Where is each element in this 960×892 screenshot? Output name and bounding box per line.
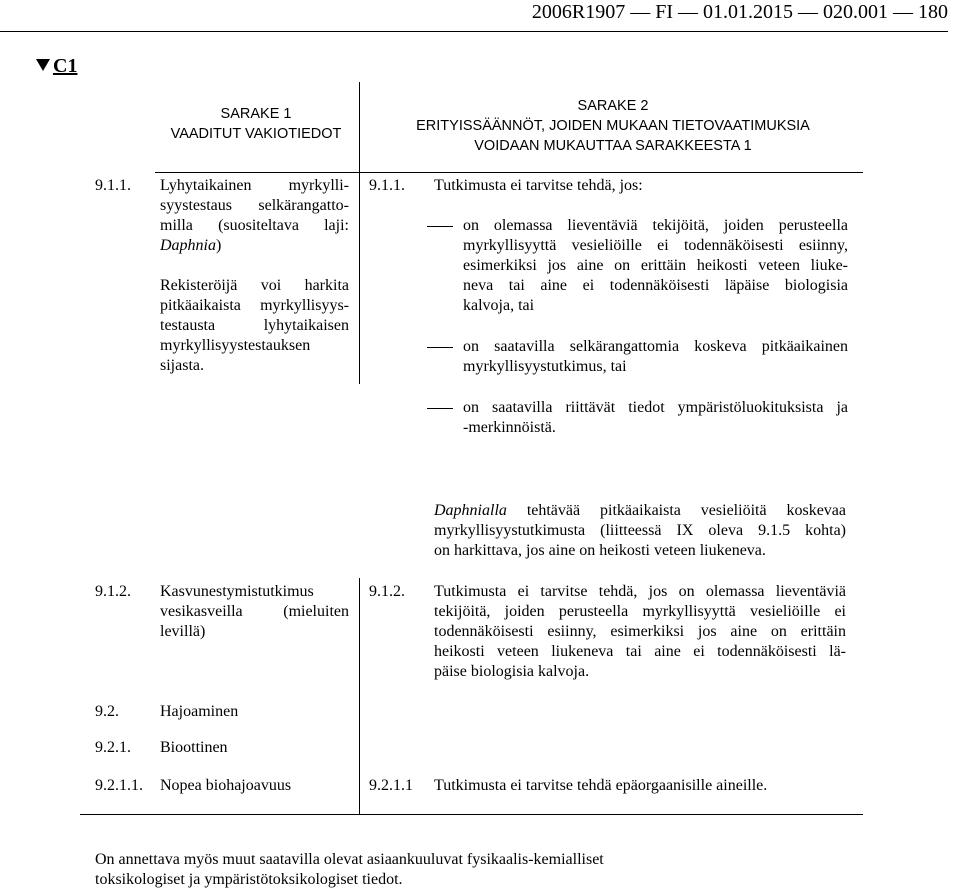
rule-number-9211: 9.2.1.1 xyxy=(369,777,413,794)
paragraph-text: tehtävää pitkäaikaista vesieliöitä koskevaa xyxy=(526,502,846,519)
amendment-label: C1 xyxy=(53,55,78,77)
dash-bullet xyxy=(427,408,453,409)
bullet-line: esimerkiksi jos aine on erittäin heikosti veteen liuke- xyxy=(463,257,848,274)
column-divider-912 xyxy=(359,578,360,688)
column-divider-911 xyxy=(359,172,360,384)
section-number-92: 9.2. xyxy=(95,703,119,720)
section-number-911: 9.1.1. xyxy=(95,177,131,194)
rule-text-912 xyxy=(434,582,846,682)
bullet-item xyxy=(463,337,848,377)
rule-line: Tutkimusta ei tarvitse tehdä, jos on olemassa lieventäviä xyxy=(434,583,846,600)
rule-text-9211: Tutkimusta ei tarvitse tehdä epäorgaanisille aineille. xyxy=(434,777,768,794)
bullet-line: neva tai aine ei todennäköisesti läpäise biologisia xyxy=(463,277,848,294)
section-number-912: 9.1.2. xyxy=(95,583,131,600)
title-line: milla (suositeltava laji: xyxy=(160,217,349,234)
section-title-92: Hajoaminen xyxy=(160,703,239,720)
dash-bullet xyxy=(427,347,453,348)
bullet-line: on saatavilla riittävät tiedot ympäristöluokituksista ja xyxy=(463,399,848,416)
note-line: sijasta. xyxy=(160,357,204,374)
title-line xyxy=(160,236,349,256)
column-1-subtitle: VAADITUT VAKIOTIEDOT xyxy=(170,126,342,142)
column-2-title: SARAKE 2 xyxy=(577,98,649,114)
column-1-title: SARAKE 1 xyxy=(220,106,292,122)
document-header: 2006R1907 — FI — 01.01.2015 — 020.001 — 180 xyxy=(531,1,948,23)
section-title-912 xyxy=(160,582,349,642)
section-title-9211: Nopea biohajoavuus xyxy=(160,777,292,794)
note-line: Rekisteröijä voi harkita xyxy=(160,277,349,294)
paragraph-line: myrkyllisyystutkimusta (liitteessä IX oleva 9.1.5 kohta) xyxy=(434,522,846,539)
bullet-line: kalvoja, tai xyxy=(463,297,535,314)
column-divider-header xyxy=(359,82,360,172)
title-line: vesikasveilla (mieluiten xyxy=(160,603,349,620)
footer-line: On annettava myös muut saatavilla olevat asiaankuuluvat fysikaalis-kemialliset xyxy=(95,851,604,868)
bullet-item xyxy=(463,398,848,438)
bullet-line: myrkyllisyyttä vesieliöille ei todennäköisesti esiinny, xyxy=(463,237,848,254)
column-2-subtitle-2: VOIDAAN MUKAUTTAA SARAKKEESTA 1 xyxy=(474,138,752,154)
title-line: levillä) xyxy=(160,623,206,640)
column-divider-92 xyxy=(359,688,360,814)
bullet-line: on saatavilla selkärangattomia koskeva pitkäaikainen xyxy=(463,338,848,355)
paragraph-line xyxy=(434,501,846,521)
section-number-921: 9.2.1. xyxy=(95,739,131,756)
rule-number-912: 9.1.2. xyxy=(369,583,405,600)
species-name: Daphnialla xyxy=(434,502,507,519)
bullet-item xyxy=(463,216,848,316)
column-2-header xyxy=(363,96,863,156)
header-bottom-rule xyxy=(155,172,863,173)
column-1-header xyxy=(155,104,357,144)
header-rule xyxy=(0,31,948,32)
bullet-line: -merkinnöistä. xyxy=(463,419,556,436)
title-line: Kasvunestymistutkimus xyxy=(160,583,314,600)
bullet-line: on olemassa lieventäviä tekijöitä, joiden perusteella xyxy=(463,217,848,234)
footer-note xyxy=(95,850,795,890)
species-name: Daphnia xyxy=(160,237,216,254)
bullet-line: myrkyllisyystutkimus, tai xyxy=(463,358,627,375)
section-title-911 xyxy=(160,176,349,256)
column-2-subtitle-1: ERITYISSÄÄNNÖT, JOIDEN MUKAAN TIETOVAATIMUKSIA xyxy=(416,118,810,134)
rule-line: heikosti veteen liukeneva tai aine ei todennäköisesti lä- xyxy=(434,643,846,660)
note-line: pitkäaikaista myrkyllisyys- xyxy=(160,297,349,314)
amendment-marker[interactable] xyxy=(36,54,77,78)
rule-line: päise biologisia kalvoja. xyxy=(434,663,590,680)
rule-line: tekijöitä, joiden perusteella myrkyllisyyttä vesieliöille ei xyxy=(434,603,846,620)
daphnia-paragraph xyxy=(434,501,846,561)
rule-intro-911: Tutkimusta ei tarvitse tehdä, jos: xyxy=(434,177,643,194)
triangle-down-icon xyxy=(36,59,50,71)
paragraph-line: on harkittava, jos aine on heikosti veteen liukeneva. xyxy=(434,542,766,559)
title-line: Lyhytaikainen myrkylli- xyxy=(160,177,349,194)
title-line: syystestaus selkärangatto- xyxy=(160,197,349,214)
section-title-921: Bioottinen xyxy=(160,739,228,756)
section-number-9211: 9.2.1.1. xyxy=(95,777,143,794)
dash-bullet xyxy=(427,226,453,227)
footer-line: toksikologiset ja ympäristötoksikologiset tiedot. xyxy=(95,871,403,888)
note-line: testausta lyhytaikaisen xyxy=(160,317,349,334)
section-note-911 xyxy=(160,276,349,376)
rule-line: todennäköisesti esiinny, esimerkiksi jos aine on erittäin xyxy=(434,623,846,640)
title-close: ) xyxy=(216,237,222,254)
note-line: myrkyllisyystestauksen xyxy=(160,337,311,354)
table-bottom-rule xyxy=(80,814,863,815)
rule-number-911: 9.1.1. xyxy=(369,177,405,194)
